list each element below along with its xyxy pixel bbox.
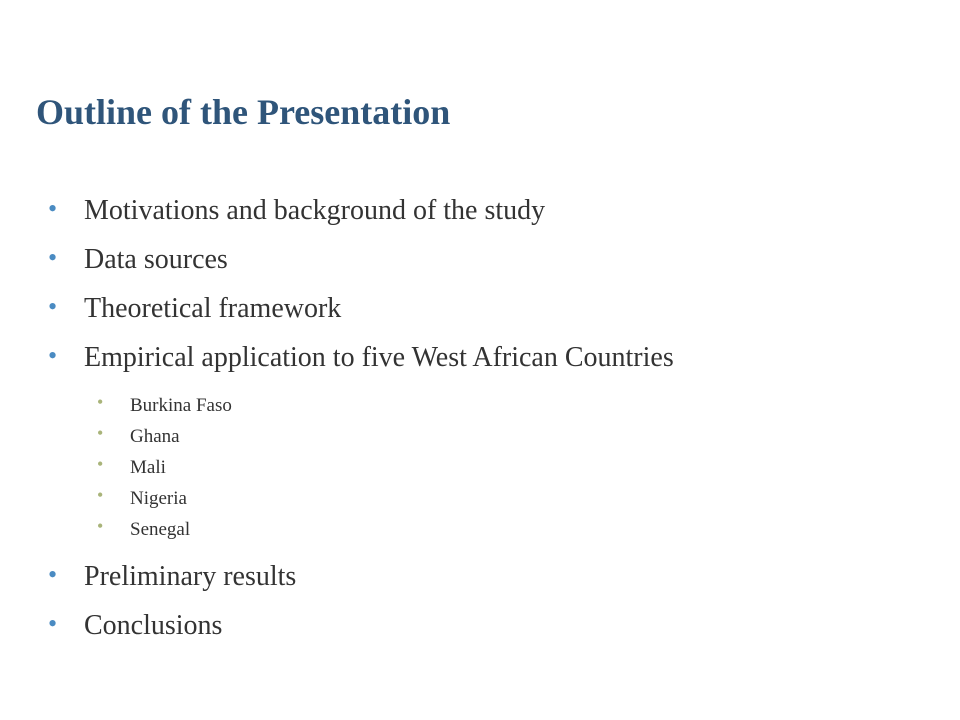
sub-list-item bbox=[97, 392, 232, 418]
list-item bbox=[48, 609, 223, 644]
bullet-icon: • bbox=[48, 341, 58, 370]
list-item bbox=[48, 341, 674, 376]
sub-bullet-icon: • bbox=[97, 516, 104, 536]
list-item bbox=[48, 292, 342, 327]
list-item-label: Motivations and background of the study bbox=[84, 195, 546, 226]
list-item-label: Empirical application to five West African Countries bbox=[84, 342, 674, 373]
list-item bbox=[48, 560, 297, 595]
sub-list-item-label: Ghana bbox=[130, 426, 180, 447]
sub-bullet-icon: • bbox=[97, 392, 104, 412]
sub-list-item-label: Senegal bbox=[130, 519, 191, 540]
bullet-icon: • bbox=[48, 292, 58, 321]
sub-list-item bbox=[97, 423, 180, 449]
sub-list-item-label: Nigeria bbox=[130, 488, 187, 509]
bullet-icon: • bbox=[48, 609, 58, 638]
sub-list-item-label: Burkina Faso bbox=[130, 395, 232, 416]
bullet-icon: • bbox=[48, 194, 58, 223]
slide-title: Outline of the Presentation bbox=[36, 92, 451, 132]
bullet-icon: • bbox=[48, 243, 58, 272]
sub-list-item bbox=[97, 485, 187, 511]
list-item-label: Conclusions bbox=[84, 610, 223, 641]
sub-bullet-icon: • bbox=[97, 454, 104, 474]
sub-bullet-icon: • bbox=[97, 423, 104, 443]
list-item bbox=[48, 194, 546, 229]
sub-list-item bbox=[97, 454, 166, 480]
list-item bbox=[48, 243, 228, 278]
sub-list-item bbox=[97, 516, 191, 542]
list-item-label: Data sources bbox=[84, 244, 228, 275]
list-item-label: Theoretical framework bbox=[84, 293, 342, 324]
sub-list-item-label: Mali bbox=[130, 457, 166, 478]
list-item-label: Preliminary results bbox=[84, 561, 297, 592]
sub-bullet-icon: • bbox=[97, 485, 104, 505]
bullet-icon: • bbox=[48, 560, 58, 589]
